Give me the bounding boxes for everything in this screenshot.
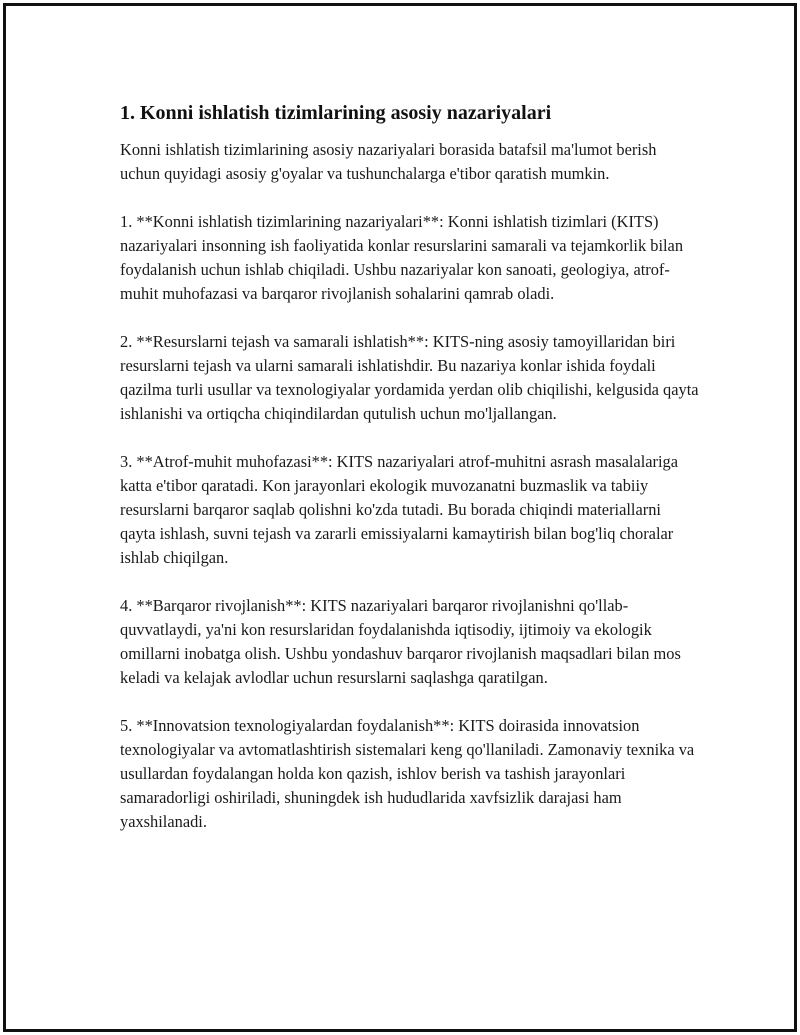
paragraph-item-5: 5. **Innovatsion texnologiyalardan foydalanish**: KITS doirasida innovatsion texnologiyalar va avtomatlashtirish sistemalari keng qo'llaniladi. Zamonaviy texnika va usullardan foydalangan holda kon qazish, ishlov berish va tashish jarayonlari samaradorligi oshiriladi, shuningdek ish hududlarida xavfsizlik darajasi ham yaxshilanadi. <box>120 716 695 831</box>
paragraph-item-3: 3. **Atrof-muhit muhofazasi**: KITS nazariyalari atrof-muhitni asrash masalalariga katta e'tibor qaratadi. Kon jarayonlari ekologik muvozanatni buzmaslik va tabiiy resurslarni barqaror saqlab qolishni ko'zda tutadi. Bu borada chiqindi materiallarni qayta ishlash, suvni tejash va zararli emissiyalarni kamaytirish bilan bog'liq choralar ishlab chiqilgan. <box>120 452 679 567</box>
paragraph-item-2: 2. **Resurslarni tejash va samarali ishlatish**: KITS-ning asosiy tamoyillaridan biri resurslarni tejash va ularni samarali ishlatishdir. Bu nazariya konlar ishida foydali qazilma turli usullar va texnologiyalar yordamida yerdan olib chiqilishi, kelgusida qayta ishlanishi va ortiqcha chiqindilardan qutulish uchun mo'ljallangan. <box>120 332 699 423</box>
page-frame <box>3 3 797 1032</box>
document-body <box>120 100 700 858</box>
paragraph-item-4: 4. **Barqaror rivojlanish**: KITS nazariyalari barqaror rivojlanishni qo'llab-quvvatlaydi, ya'ni kon resurslaridan foydalanishda iqtisodiy, ijtimoiy va ekologik omillarni inobatga olish. Ushbu yondashuv barqaror rivojlanish maqsadlari bilan mos keladi va kelajak avlodlar uchun resurslarni saqlashga qaratilgan. <box>120 596 681 687</box>
intro-paragraph: Konni ishlatish tizimlarining asosiy nazariyalari borasida batafsil ma'lumot berish uchun quyidagi asosiy g'oyalar va tushunchalarga e'tibor qaratish mumkin. <box>120 140 657 183</box>
section-heading: 1. Konni ishlatish tizimlarining asosiy nazariyalari <box>120 102 552 124</box>
paragraph-item-1: 1. **Konni ishlatish tizimlarining nazariyalari**: Konni ishlatish tizimlari (KITS) nazariyalari insonning ish faoliyatida konlar resurslarini samarali va tejamkorlik bilan foydalanish uchun ishlab chiqiladi. Ushbu nazariyalar kon sanoati, geologiya, atrof-muhit muhofazasi va barqaror rivojlanish sohalarini qamrab oladi. <box>120 212 684 303</box>
